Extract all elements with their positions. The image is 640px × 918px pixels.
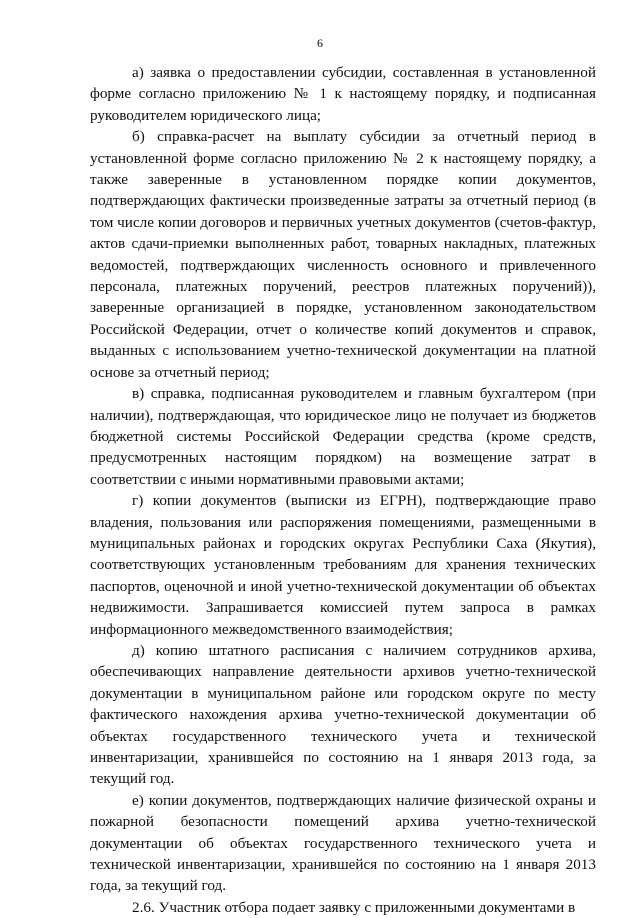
paragraph-e: е) копии документов, подтверждающих наличие физической охраны и пожарной безопасности помещений архива учетно-технической документации об объектах государственного технического учета и технической инвентаризации, хранившейся по состоянию на 1 января 2013 года, за текущий год. [90, 791, 596, 895]
paragraph-d: д) копию штатного расписания с наличием сотрудников архива, обеспечивающих направление деятельности архивов учетно-технической документации в муниципальном районе или городском округе по месту фактического нахождения архива учетно-технической документации об объектах государственного технического учета и технической инвентаризации, хранившейся по состоянию на 1 января 2013 года, за текущий год. [90, 641, 596, 788]
paragraph-b: б) справка-расчет на выплату субсидии за отчетный период в установленной форме согласно приложению № 2 к настоящему порядку, а также заверенные в установленном порядке копии документов, подтверждающих фактически произведенные затраты за отчетный период (в том числе копии договоров и первичных учетных документов (счетов-фактур, актов сдачи-приемки выполненных работ, товарных накладных, платежных ведомостей, подтверждающих численность основного и привлеченного персонала, платежных поручений, реестров платежных поручений)), заверенные организацией в порядке, установленном законодательством Российской Федерации, отчет о количестве копий документов и справок, выданных с использованием учетно-технической документации на платной основе за отчетный период; [90, 128, 596, 381]
document-body [90, 62, 596, 918]
paragraph-a: а) заявка о предоставлении субсидии, составленная в установленной форме согласно приложению № 1 к настоящему порядку, и подписанная руководителем юридического лица; [90, 64, 596, 124]
page-number: 6 [317, 36, 323, 50]
paragraph-g: г) копии документов (выписки из ЕГРН), подтверждающие право владения, пользования или распоряжения помещениями, размещенными в муниципальных районах и городских округах Республики Саха (Якутия), соответствующих установленным требованиям для хранения технических паспортов, оценочной и иной учетно-технической документации об объектах недвижимости. Запрашивается комиссией путем запроса в рамках информационного межведомственного взаимодействия; [90, 492, 596, 638]
paragraph-2-6: 2.6. Участник отбора подает заявку с приложенными документами в [132, 898, 576, 916]
paragraph-v: в) справка, подписанная руководителем и главным бухгалтером (при наличии), подтверждающая, что юридическое лицо не получает из бюджетов бюджетной системы Российской Федерации средства (кроме средств, предусмотренных настоящим порядком) на возмещение затрат в соответствии с иными нормативными правовыми актами; [90, 385, 596, 488]
